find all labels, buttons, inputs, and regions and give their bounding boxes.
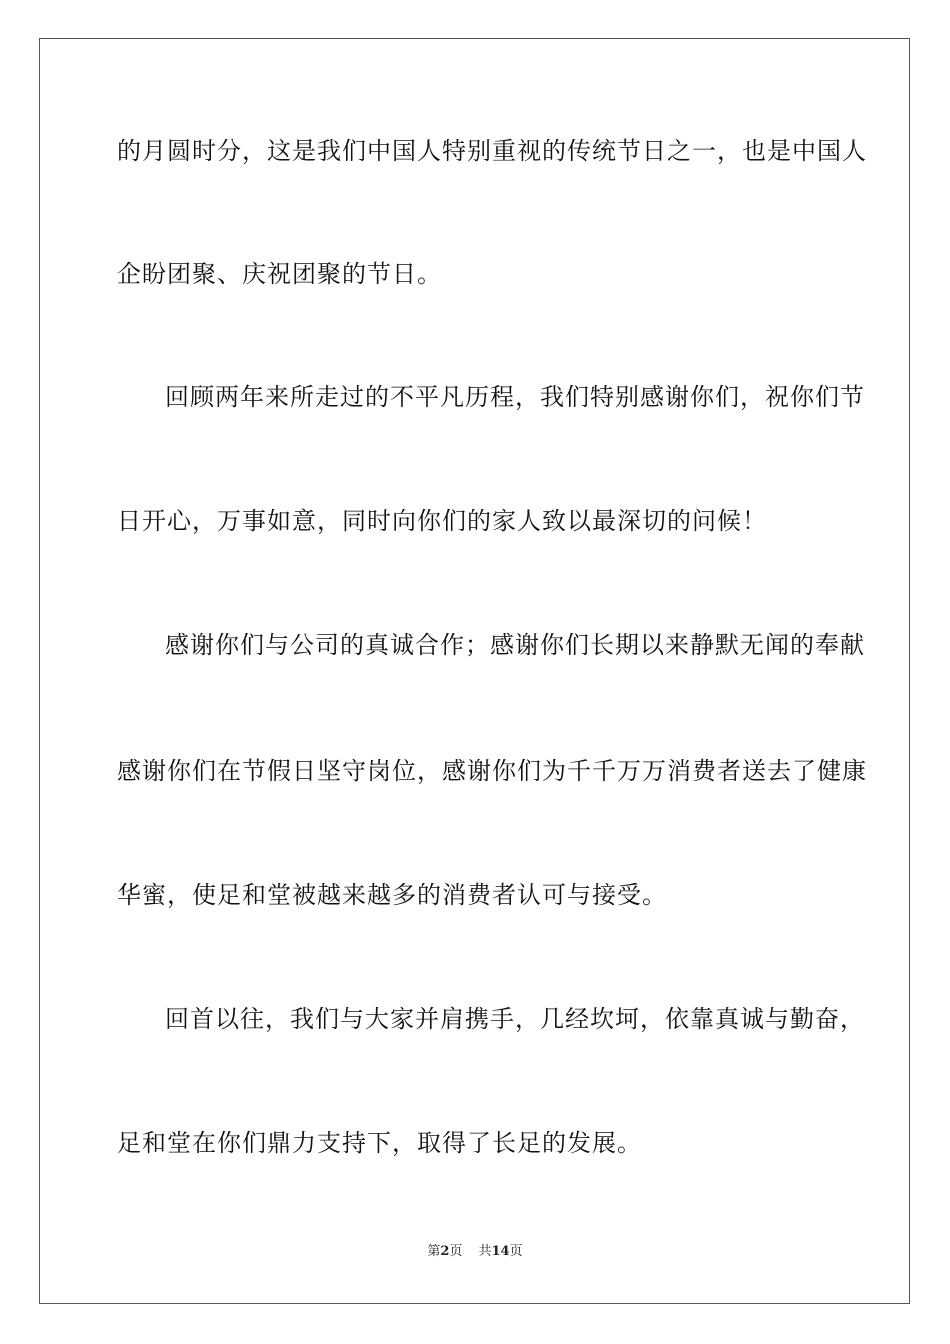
footer-total-suffix: 页 bbox=[509, 1244, 523, 1259]
footer-page-prefix: 第 bbox=[427, 1244, 441, 1259]
footer-total-number: 14 bbox=[491, 1244, 510, 1259]
text-line-8: 回首以往，我们与大家并肩携手，几经坎坷，依靠真诚与勤奋， bbox=[165, 1005, 865, 1033]
text-line-9: 足和堂在你们鼎力支持下，取得了长足的发展。 bbox=[117, 1129, 642, 1157]
text-line-5: 感谢你们与公司的真诚合作；感谢你们长期以来静默无闻的奉献 bbox=[165, 631, 865, 659]
text-line-2: 企盼团聚、庆祝团聚的节日。 bbox=[117, 260, 442, 288]
page-footer bbox=[0, 1243, 950, 1261]
footer-page-suffix: 页 bbox=[449, 1244, 463, 1259]
footer-page-number: 2 bbox=[440, 1244, 450, 1259]
text-line-3: 回顾两年来所走过的不平凡历程，我们特别感谢你们，祝你们节 bbox=[165, 383, 865, 411]
page-border bbox=[39, 38, 910, 1304]
text-line-6: 感谢你们在节假日坚守岗位，感谢你们为千千万万消费者送去了健康 bbox=[117, 757, 867, 785]
text-line-4: 日开心，万事如意，同时向你们的家人致以最深切的问候！ bbox=[117, 507, 767, 535]
footer-total-prefix: 共 bbox=[478, 1244, 492, 1259]
text-line-1: 的月圆时分，这是我们中国人特别重视的传统节日之一，也是中国人 bbox=[117, 137, 867, 165]
text-line-7: 华蜜，使足和堂被越来越多的消费者认可与接受。 bbox=[117, 881, 667, 909]
